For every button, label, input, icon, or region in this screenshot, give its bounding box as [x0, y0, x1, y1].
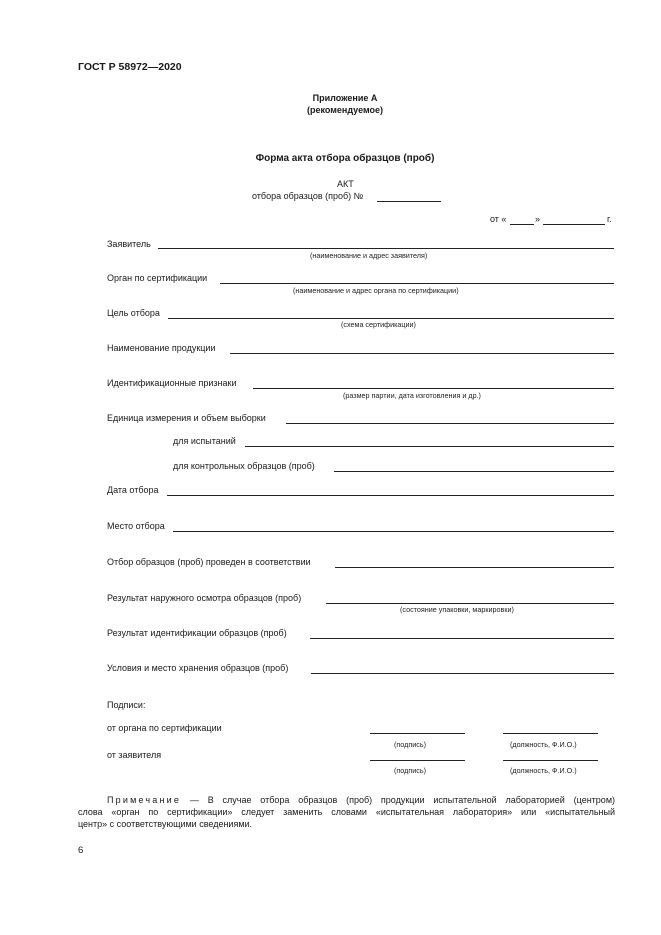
applicant-caption: (наименование и адрес заявителя) — [310, 251, 428, 260]
unit-line — [286, 423, 614, 424]
for-tests-line — [245, 446, 614, 447]
body-signature-caption: (подпись) — [394, 740, 426, 749]
unit-label: Единица измерения и объем выборки — [107, 413, 266, 423]
act-heading: АКТ — [337, 179, 354, 189]
date-day-line — [510, 224, 534, 225]
ident-line — [253, 388, 614, 389]
applicant-signature-caption: (подпись) — [394, 766, 426, 775]
ident-caption: (размер партии, дата изготовления и др.) — [343, 391, 481, 400]
purpose-line — [168, 318, 614, 319]
note-text-1: — В случае отбора образцов (проб) продукции испытательной лабораторией (центром) — [181, 795, 615, 805]
standard-number: ГОСТ Р 58972—2020 — [78, 61, 182, 73]
applicant-position-caption: (должность, Ф.И.О.) — [510, 766, 577, 775]
applicant-label: Заявитель — [107, 239, 151, 249]
accordance-label: Отбор образцов (проб) проведен в соответствии — [107, 557, 311, 567]
product-label: Наименование продукции — [107, 343, 216, 353]
purpose-caption: (схема сертификации) — [341, 320, 416, 329]
note-label: Примечание — [107, 795, 182, 805]
date-year-label: г. — [607, 214, 612, 224]
form-title: Форма акта отбора образцов (проб) — [255, 153, 435, 164]
from-applicant-label: от заявителя — [107, 750, 162, 760]
body-position-line — [503, 733, 598, 734]
for-control-label: для контрольных образцов (проб) — [173, 461, 315, 471]
body-signature-line — [370, 733, 465, 734]
note-line-1 — [107, 794, 615, 806]
note-line-2: слова «орган по сертификации» следует заменить словами «испытательная лаборатория» или «испытательный — [78, 807, 615, 817]
for-tests-label: для испытаний — [173, 436, 236, 446]
appendix-title: Приложение А — [312, 93, 378, 103]
visual-line — [326, 603, 614, 604]
body-position-caption: (должность, Ф.И.О.) — [510, 740, 577, 749]
note-line-3: центр» с соответствующими сведениями. — [78, 819, 253, 829]
place-label: Место отбора — [107, 521, 165, 531]
product-line — [230, 353, 614, 354]
visual-caption: (состояние упаковки, маркировки) — [400, 605, 514, 614]
cert-body-line — [220, 283, 614, 284]
identification-line — [310, 638, 614, 639]
storage-label: Условия и место хранения образцов (проб) — [107, 663, 289, 673]
date-from-label: от « — [490, 214, 507, 224]
visual-label: Результат наружного осмотра образцов (проб) — [107, 593, 302, 603]
date-line — [167, 495, 614, 496]
identification-label: Результат идентификации образцов (проб) — [107, 628, 287, 638]
act-number-label: отбора образцов (проб) № — [252, 191, 364, 201]
applicant-line — [158, 248, 614, 249]
for-control-line — [334, 471, 614, 472]
appendix-subtitle: (рекомендуемое) — [307, 105, 383, 115]
place-line — [173, 531, 614, 532]
act-number-line — [377, 201, 441, 202]
applicant-signature-line — [370, 760, 465, 761]
signatures-heading: Подписи: — [107, 700, 146, 710]
cert-body-label: Орган по сертификации — [107, 273, 208, 283]
purpose-label: Цель отбора — [107, 308, 160, 318]
storage-line — [311, 673, 614, 674]
date-month-line — [543, 224, 605, 225]
from-body-label: от органа по сертификации — [107, 723, 222, 733]
accordance-line — [335, 567, 614, 568]
ident-label: Идентификационные признаки — [107, 378, 237, 388]
cert-body-caption: (наименование и адрес органа по сертификации) — [293, 286, 459, 295]
page-number: 6 — [78, 845, 84, 856]
date-label: Дата отбора — [107, 485, 159, 495]
date-quote-close: » — [535, 214, 541, 224]
applicant-position-line — [503, 760, 598, 761]
